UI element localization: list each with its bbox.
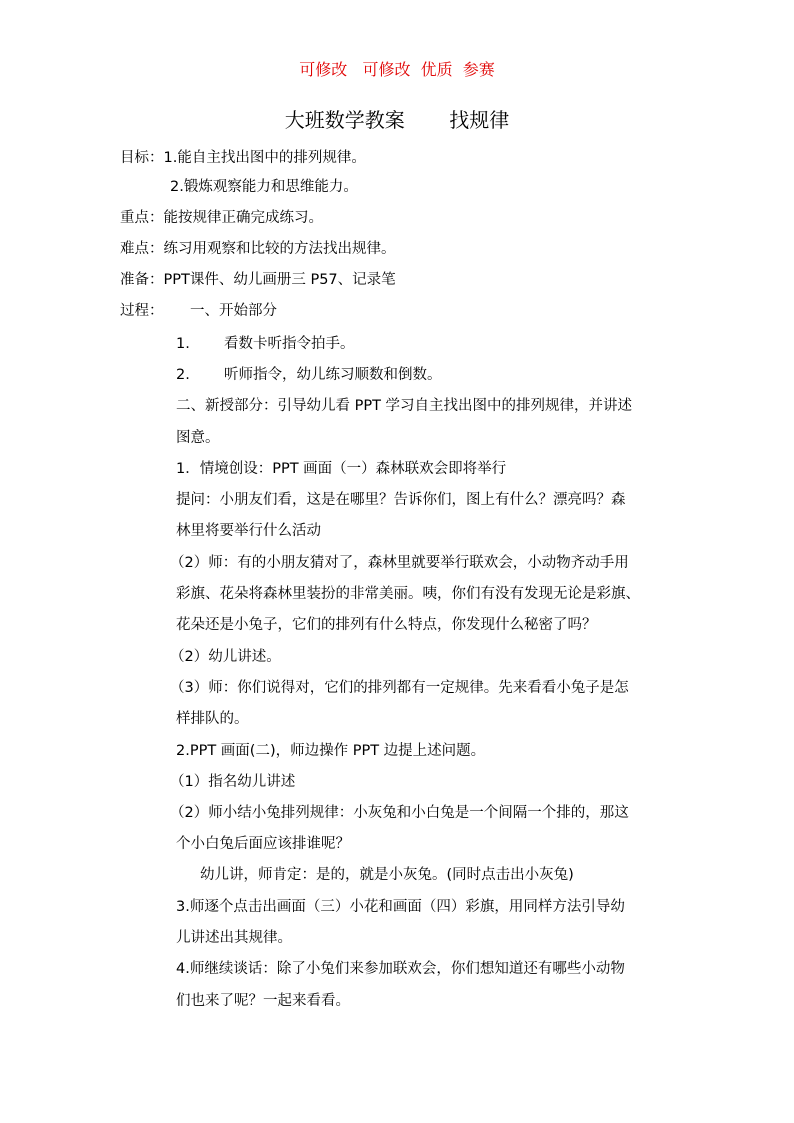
- line-teacher-3-cont: 样排队的。: [176, 711, 249, 727]
- line-summary: （2）师小结小兔排列规律：小灰兔和小白兔是一个间隔一个排的，那这: [170, 805, 629, 821]
- line-affirm: 幼儿讲，师肯定：是的，就是小灰兔。(同时点击出小灰兔): [200, 867, 574, 883]
- line-item-1: 看数卡听指令拍手。: [224, 336, 355, 352]
- line-children-speak: （2）幼儿讲述。: [170, 649, 281, 665]
- line-item-1-number: 1.: [176, 336, 190, 352]
- line-goal-2: 2.锻炼观察能力和思维能力。: [170, 179, 358, 195]
- line-question-cont: 林里将要举行什么活动: [176, 523, 321, 539]
- line-key-point: 重点：能按规律正确完成练习。: [120, 210, 323, 226]
- line-step-4: 4.师继续谈话：除了小兔们来参加联欢会，你们想知道还有哪些小动物: [176, 961, 625, 977]
- line-item-2: 听师指令，幼儿练习顺数和倒数。: [224, 367, 442, 383]
- page-title: 大班数学教案 找规律: [284, 108, 510, 132]
- line-scene-1: 1．情境创设：PPT 画面（一）森林联欢会即将举行: [176, 461, 507, 477]
- line-teacher-2-cont-1: 彩旗、花朵将森林里装扮的非常美丽。咦，你们有没有发现无论是彩旗、: [176, 586, 640, 602]
- line-step-3-cont: 儿讲述出其规律。: [176, 930, 292, 946]
- line-difficulty: 难点：练习用观察和比较的方法找出规律。: [120, 241, 396, 257]
- line-preparation: 准备：PPT课件、幼儿画册三 P57、记录笔: [120, 272, 396, 288]
- line-step-4-cont: 们也来了呢？一起来看看。: [176, 993, 350, 1009]
- line-section-2-cont: 图意。: [176, 430, 220, 446]
- line-section-2: 二、新授部分：引导幼儿看 PPT 学习自主找出图中的排列规律，并讲述: [176, 398, 633, 414]
- line-step-3: 3.师逐个点击出画面（三）小花和画面（四）彩旗，用同样方法引导幼: [176, 899, 625, 915]
- line-summary-cont: 个小白兔后面应该排谁呢？: [176, 836, 350, 852]
- line-name-child: （1）指名幼儿讲述: [170, 774, 296, 790]
- line-teacher-2-cont-2: 花朵还是小兔子，它们的排列有什么特点，你发现什么秘密了吗？: [176, 617, 597, 633]
- line-process-label: 过程：: [120, 303, 164, 319]
- line-teacher-2: （2）师：有的小朋友猜对了，森林里就要举行联欢会，小动物齐动手用: [170, 555, 629, 571]
- line-question: 提问：小朋友们看，这是在哪里？告诉你们，图上有什么？漂亮吗？森: [176, 492, 626, 508]
- line-item-2-number: 2.: [176, 367, 190, 383]
- line-scene-2: 2.PPT 画面(二)，师边操作 PPT 边提上述问题。: [176, 743, 486, 759]
- header-banner: 可修改 可修改 优质 参赛: [299, 60, 495, 79]
- line-section-1: 一、开始部分: [190, 303, 277, 319]
- line-teacher-3: （3）师：你们说得对，它们的排列都有一定规律。先来看看小兔子是怎: [170, 680, 629, 696]
- line-goal-1: 目标：1.能自主找出图中的排列规律。: [120, 150, 366, 166]
